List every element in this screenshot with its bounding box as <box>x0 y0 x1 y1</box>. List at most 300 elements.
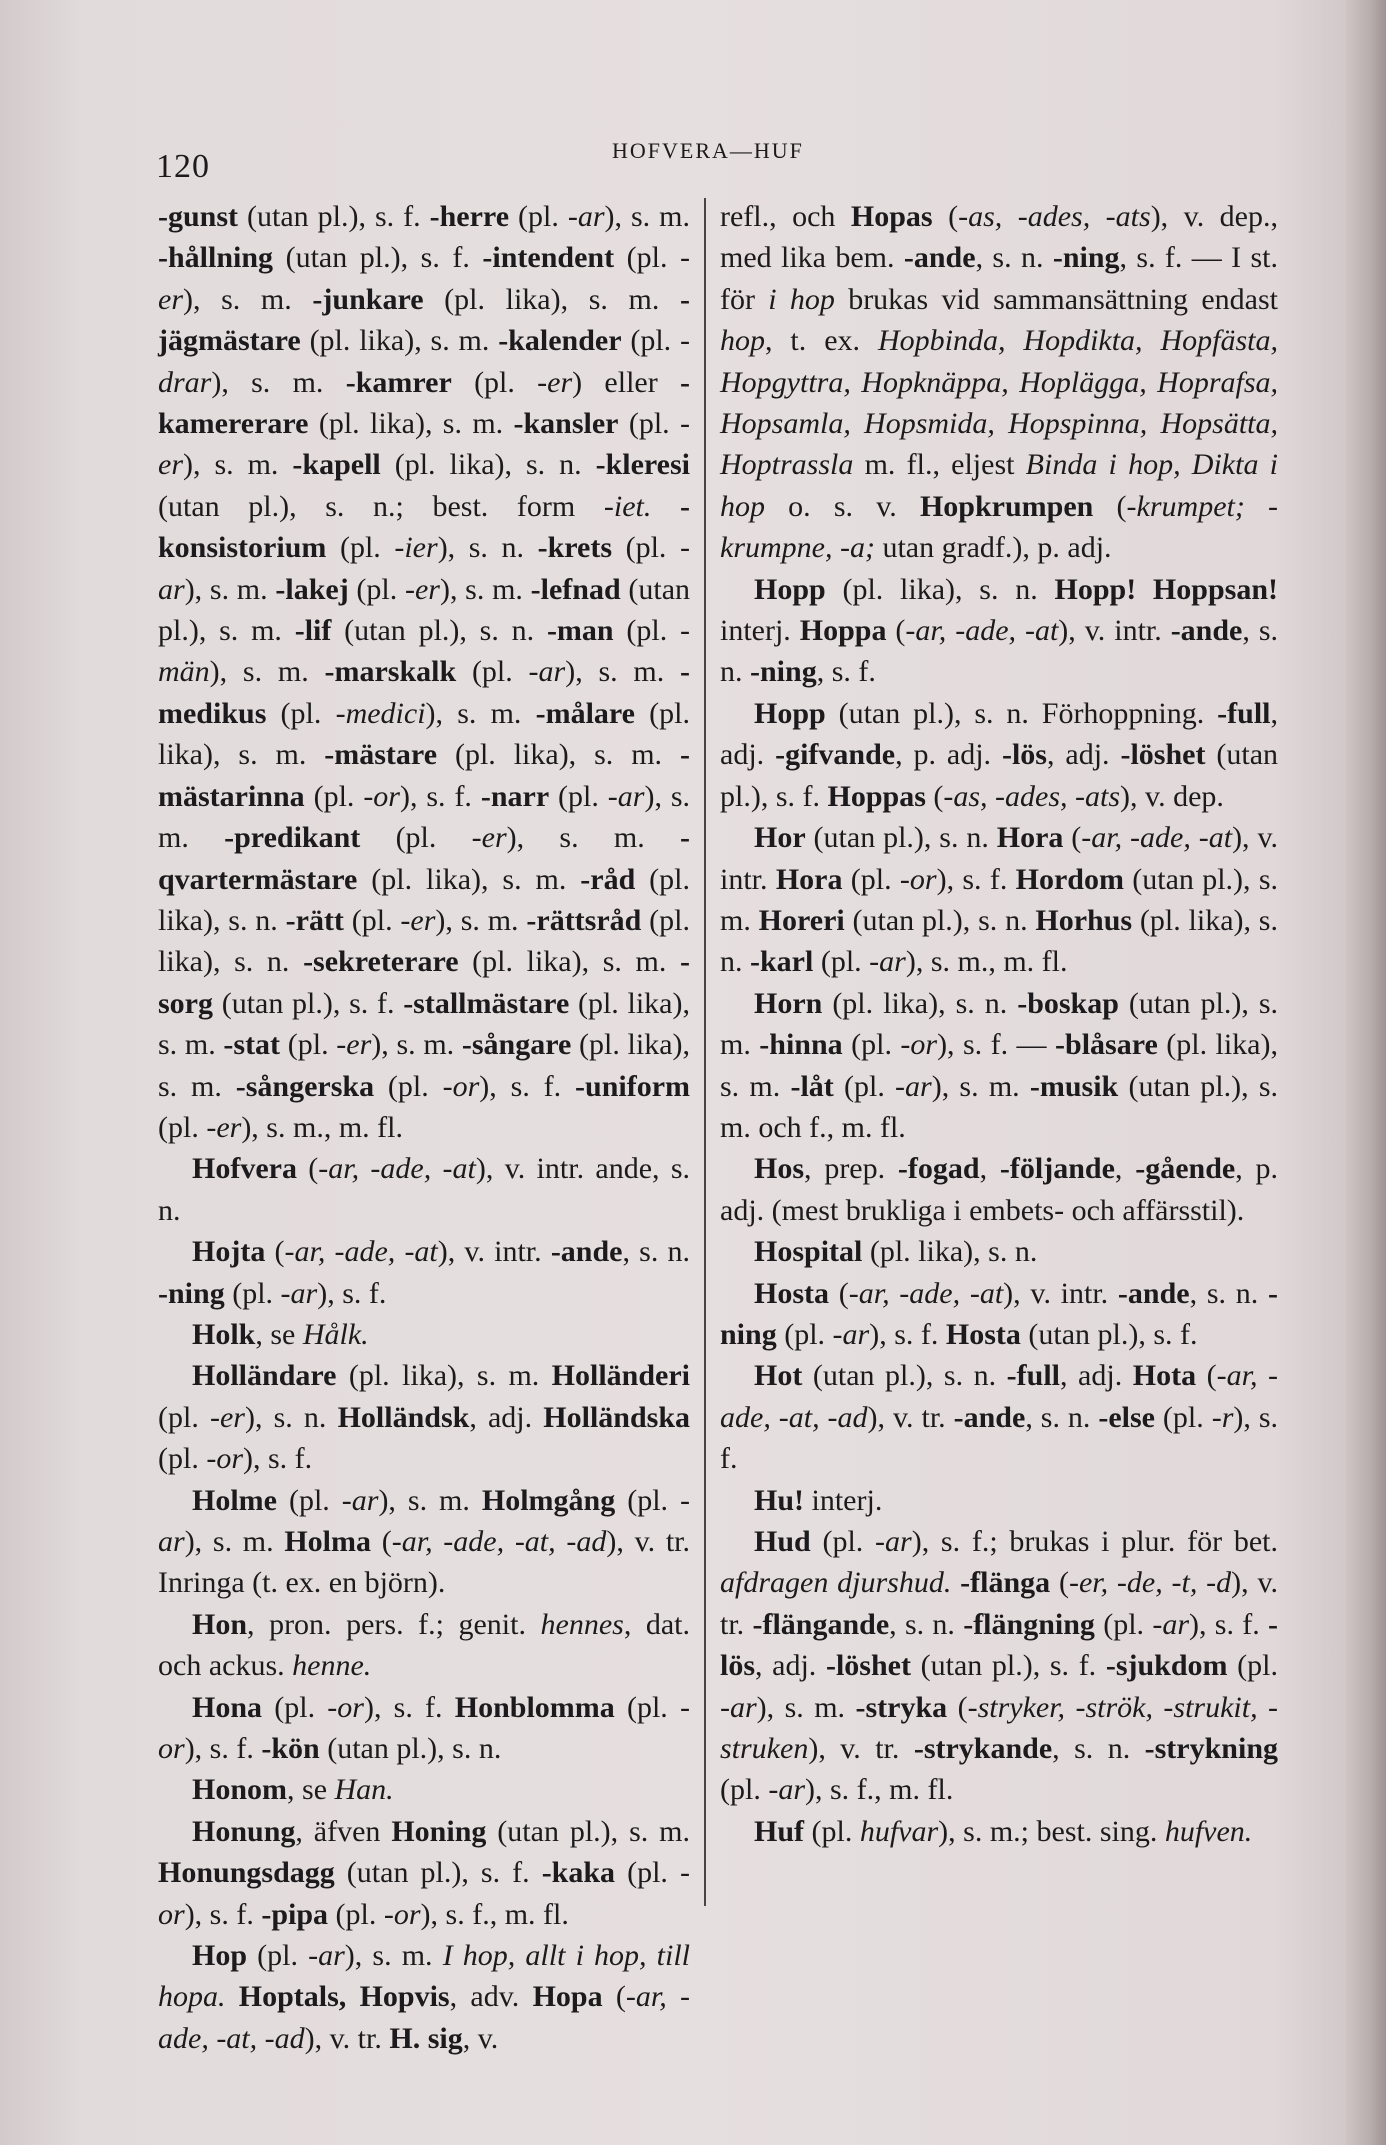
entry-text: (utan pl.), s. f. <box>1020 1317 1198 1351</box>
headword: Honblomma <box>454 1690 615 1724</box>
entry-text: (pl. lika), s. m. <box>357 862 581 896</box>
headword: -full <box>1006 1359 1061 1393</box>
entry-text: (pl. <box>456 655 529 689</box>
entry-text: (utan pl.), s. m. och f., m. fl. <box>720 1069 1279 1144</box>
entry-text: (pl. <box>813 945 870 979</box>
entry-text: (pl. <box>842 1028 901 1062</box>
entry-text: , s. n. <box>889 1607 964 1641</box>
italic-text: -ar <box>280 1276 318 1310</box>
headword: Hoppa <box>799 614 887 648</box>
headword: -marskalk <box>324 655 457 689</box>
headword: Hosta <box>754 1276 829 1310</box>
entry-text: ), v. tr. <box>720 1566 1279 1641</box>
entry-text: , <box>979 1152 1000 1186</box>
entry-text: (pl. <box>612 531 681 565</box>
entry-text: refl., och <box>720 200 851 233</box>
headword: -kansler <box>513 407 619 441</box>
entry-text: , se <box>287 1773 335 1807</box>
headword: -kleresi <box>595 448 691 482</box>
entry-text: ), s. m., m. fl. <box>241 1110 403 1144</box>
headword: Hora <box>996 821 1064 855</box>
headword: -kön <box>261 1732 320 1766</box>
entry-text: (utan pl.), s. f. <box>213 986 404 1020</box>
entry-text: , adj. <box>1060 1359 1133 1393</box>
headword: -följande <box>999 1152 1115 1186</box>
entry-text: , v. <box>462 2021 499 2055</box>
headword: Hot <box>754 1359 803 1393</box>
headword: Hopp <box>754 696 826 730</box>
italic-text: -ar <box>720 1690 757 1724</box>
italic-text: -ar, -ade, -at <box>905 614 1059 648</box>
italic-text: -er <box>404 572 440 606</box>
entry-text: ( <box>1093 489 1127 523</box>
italic-text: -er <box>537 365 573 399</box>
headword: Honom <box>192 1773 288 1807</box>
entry-text: utan gradf.), p. adj. <box>874 531 1112 565</box>
entry-text: ), v. intr. <box>1003 1276 1118 1310</box>
italic-text: -ar, -ade, -at <box>1081 821 1233 855</box>
entry-text: ), s. f. <box>720 1400 1279 1476</box>
headword: -flänga <box>960 1566 1051 1600</box>
entry-text: ), s. m. <box>209 655 325 689</box>
italic-text: -ar <box>607 779 645 813</box>
headword: Hota <box>1132 1359 1197 1393</box>
entry-text: (pl. <box>776 1317 833 1351</box>
italic-text: afdragen djurshud. <box>720 1566 952 1600</box>
entry-text: ), s. f. <box>184 1732 262 1766</box>
headword: Hopkrumpen <box>919 489 1094 523</box>
entry-text: , adj. <box>1046 738 1121 772</box>
entry-text: ), s. f. <box>184 1897 262 1931</box>
entry-text: ), v. tr. <box>304 2021 390 2055</box>
headword: -strykning <box>1144 1732 1278 1766</box>
entry-text: ), s. m. <box>604 200 690 233</box>
italic-text: -ar <box>567 200 605 233</box>
entry-text: , s. n. <box>975 241 1053 275</box>
entry-text: , se <box>255 1317 303 1351</box>
headword: -narr <box>480 779 550 813</box>
italic-text: i hop <box>768 282 835 316</box>
headword: -gunst <box>158 200 239 233</box>
entry-text: ), s. n. <box>437 531 538 565</box>
dictionary-entry <box>720 1148 1278 1231</box>
entry-text: (pl. lika), s. m. <box>158 986 690 1062</box>
headword: Horeri <box>758 903 845 937</box>
italic-text: -ar <box>768 1773 805 1807</box>
headword: -flängning <box>963 1607 1095 1641</box>
entry-text: (pl. <box>304 779 364 813</box>
entry-text: (pl. <box>613 614 681 648</box>
entry-text: ), s. m. <box>211 365 346 399</box>
entry-text: m. fl., eljest <box>853 448 1026 482</box>
dictionary-entry <box>158 1355 690 1479</box>
headword: Hud <box>754 1525 811 1558</box>
italic-text: -r <box>1211 1400 1234 1434</box>
headword: -löshet <box>825 1649 911 1683</box>
headword: -målare <box>535 696 635 730</box>
entry-text: , adj. <box>469 1400 544 1434</box>
headword: -sekreterare <box>303 945 459 979</box>
headword: -kamrer <box>345 365 452 399</box>
entry-text: ( <box>1196 1359 1217 1393</box>
entry-text: , t. ex. <box>765 324 878 358</box>
headword: -hinna <box>759 1028 843 1062</box>
italic-text: -iet. <box>603 489 652 523</box>
italic-text: -ar <box>341 1483 379 1517</box>
headword: Hofvera <box>192 1152 297 1186</box>
entry-text: (pl. <box>247 1939 309 1973</box>
entry-text: , adj. <box>720 696 1278 772</box>
italic-text: -er <box>336 1028 372 1062</box>
entry-text: ( <box>1063 821 1082 855</box>
entry-text: (pl. <box>280 1028 337 1062</box>
headword: Huf <box>754 1814 805 1848</box>
italic-text: Binda i hop, Dikta i hop <box>720 448 1278 523</box>
headword: -lös <box>1001 738 1047 772</box>
entry-text: ( <box>886 614 906 648</box>
entry-text: (pl. <box>615 1856 680 1890</box>
dictionary-entry <box>158 1314 690 1355</box>
headword: -herre <box>429 200 510 233</box>
entry-text: (utan pl.), s. n. Förhoppning. <box>825 696 1218 730</box>
entry-text: (pl. <box>266 696 336 730</box>
headword: -lakej <box>275 572 349 606</box>
entry-text: brukas vid sammansättning endast <box>834 282 1278 316</box>
column-divider <box>704 198 706 1906</box>
entry-text: (pl. <box>614 241 680 275</box>
dictionary-entry <box>158 1148 690 1231</box>
headword: -qvartermästare <box>158 821 690 896</box>
entry-text: (pl. <box>348 572 405 606</box>
entry-text: (pl. <box>1094 1607 1153 1641</box>
entry-text: ( <box>947 1690 968 1724</box>
entry-text: ), s. f. — <box>937 1028 1056 1062</box>
entry-text: (pl. lika), s. n. <box>825 572 1055 606</box>
entry-text: (pl. lika), s. m. <box>158 1028 691 1103</box>
entry-text: (pl. <box>224 1276 281 1310</box>
headword: Hop <box>192 1939 248 1973</box>
entry-text: (utan pl.), s. f. <box>238 200 430 233</box>
entry-text: ( <box>932 200 959 233</box>
headword: -intendent <box>482 241 615 275</box>
dictionary-entry <box>158 1811 690 1935</box>
headword: -flängande <box>752 1607 890 1641</box>
entry-text: (pl. <box>158 1400 210 1434</box>
italic-text: -as, -ades, -ats <box>958 200 1151 233</box>
right-column <box>720 196 1278 1852</box>
headword: -mästarinna <box>158 738 690 813</box>
headword: -löshet <box>1120 738 1206 772</box>
entry-text: ), s. n. <box>244 1400 338 1434</box>
entry-text: ), s. m. <box>378 1483 482 1517</box>
entry-text: (pl. lika), s. n. <box>720 903 1278 979</box>
headword: -sångerska <box>235 1069 375 1103</box>
headword: Honungsdagg <box>158 1856 335 1890</box>
entry-text: ), s. m. <box>756 1690 856 1724</box>
headword: H. sig <box>389 2021 463 2055</box>
entry-text: (pl. <box>833 1069 896 1103</box>
italic-text: -or <box>206 1442 243 1476</box>
entry-text: ), s. m., m. fl. <box>905 945 1068 979</box>
entry-text: (pl. lika), s. m. <box>458 945 681 979</box>
headword: Hopa <box>532 1980 603 2014</box>
headword: -ning <box>750 655 817 689</box>
entry-text: (utan pl.), s. f. <box>273 241 483 275</box>
headword: -ande <box>903 241 976 275</box>
dictionary-entry <box>158 1480 690 1604</box>
entry-text: (pl. <box>360 821 472 855</box>
entry-text: ), v. tr. <box>808 1732 914 1766</box>
entry-text: ), v. tr. Inringa (t. ex. en björn). <box>158 1525 691 1600</box>
entry-text: , adv. <box>449 1980 533 2014</box>
headword: -kaka <box>541 1856 616 1890</box>
entry-text: ), s. m. <box>184 572 276 606</box>
headword: Holländare <box>192 1359 337 1393</box>
entry-text: (pl. lika), s. m. <box>300 324 499 358</box>
dictionary-entry <box>720 1811 1278 1852</box>
entry-text: ), v. intr. <box>720 821 1278 896</box>
headword: -fogad <box>897 1152 980 1186</box>
headword: -karl <box>750 945 814 979</box>
headword: -ning <box>158 1276 225 1310</box>
headword: Holländska <box>543 1400 691 1434</box>
entry-text: , s. f. — I st. för <box>720 241 1278 316</box>
dictionary-entry <box>720 1355 1278 1479</box>
entry-text: , p. adj. (mest brukliga i embets- och affärsstil). <box>720 1152 1279 1227</box>
entry-text: ), s. f. <box>936 862 1016 896</box>
headword: -boskap <box>1017 986 1119 1020</box>
headword: -rättsråd <box>526 903 642 937</box>
italic-text: -er <box>400 903 436 937</box>
headword: -stryka <box>855 1690 948 1724</box>
entry-text: ), s. f., m. fl. <box>420 1897 569 1931</box>
italic-text: -or <box>442 1069 480 1103</box>
entry-text: ), s. m.; best. sing. <box>938 1814 1165 1848</box>
headword: -hållning <box>158 241 274 275</box>
headword: Honing <box>391 1814 487 1848</box>
entry-text: ), s. m. <box>158 779 691 855</box>
italic-text: hop <box>720 324 765 358</box>
entry-text: , s. n. <box>720 614 1278 689</box>
entry-text: (pl. lika), s. n. <box>158 862 691 937</box>
entry-text: interj. <box>720 614 800 648</box>
entry-text: interj. <box>804 1483 883 1517</box>
entry-text: , dat. och ackus. <box>158 1607 690 1683</box>
entry-text: ), s. m. <box>183 448 293 482</box>
entry-text: (pl. <box>810 1525 876 1558</box>
headword: Holländsk <box>337 1400 470 1434</box>
entry-text: ), v. dep., med lika bem. <box>720 200 1278 275</box>
entry-text: , s. n. <box>1189 1276 1268 1310</box>
italic-text: -ier <box>394 531 438 565</box>
entry-text: (pl. lika), s. n. <box>158 903 691 979</box>
headword: Holma <box>284 1525 372 1558</box>
entry-text: ), s. m. <box>183 282 313 316</box>
entry-text: (pl. <box>343 903 401 937</box>
entry-text: ), s. m. <box>435 903 527 937</box>
entry-text: (pl. lika), s. m. <box>308 407 514 441</box>
italic-text: hennes <box>540 1607 624 1641</box>
headword: Hoppas <box>827 779 926 813</box>
headword: Hosta <box>945 1317 1021 1351</box>
dictionary-entry <box>158 1769 690 1810</box>
italic-text: -er <box>206 1110 242 1144</box>
entry-text: ), s. m. <box>371 1028 462 1062</box>
italic-text: -er, -de, -t, -d <box>1068 1566 1232 1600</box>
italic-text: -ar <box>158 1483 691 1558</box>
headword: -ande <box>1170 614 1243 648</box>
italic-text: -ar <box>308 1939 345 1973</box>
entry-text: (utan pl.), s. m. <box>486 1814 691 1848</box>
headword: Holme <box>192 1483 277 1517</box>
headword: -uniform <box>575 1069 691 1103</box>
dictionary-entry <box>158 1935 690 2059</box>
italic-text: Hålk. <box>302 1317 369 1351</box>
entry-text: (pl. <box>158 1110 207 1144</box>
headword: -sorg <box>158 945 691 1020</box>
dictionary-entry <box>158 1231 690 1314</box>
entry-text: o. s. v. <box>765 489 920 523</box>
left-column <box>158 196 690 2059</box>
entry-text: ), s. m. <box>425 696 536 730</box>
headword: -musik <box>1029 1069 1119 1103</box>
headword: Hon <box>192 1607 248 1641</box>
entry-text: , s. f. <box>816 655 876 689</box>
italic-text: -as, -ades, -ats <box>943 779 1121 813</box>
entry-text: ), v. intr. <box>437 1235 551 1269</box>
headword: -medikus <box>158 655 691 730</box>
headword: Holländeri <box>551 1359 690 1393</box>
italic-text: -ar, -ade, -at <box>284 1235 438 1269</box>
headword: -predikant <box>224 821 361 855</box>
headword: -stat <box>223 1028 281 1062</box>
entry-text: , adj. <box>755 1649 826 1683</box>
headword: -mästare <box>324 738 438 772</box>
entry-text: (pl. <box>549 779 608 813</box>
entry-text: ), s. m. <box>565 655 681 689</box>
entry-text: (utan pl.), s. m. <box>158 572 691 648</box>
headword: -jägmästare <box>158 282 691 358</box>
headword: -kamererare <box>158 365 690 441</box>
headword: -ande <box>953 1400 1026 1434</box>
italic-text: -ar <box>158 531 691 606</box>
entry-text: ), v. intr. ande, s. n. <box>158 1152 690 1227</box>
headword: -blåsare <box>1055 1028 1158 1062</box>
entry-text: (pl. <box>374 1069 443 1103</box>
italic-text: -ar <box>875 1525 912 1558</box>
dictionary-entry <box>720 1480 1278 1521</box>
italic-text: -ar <box>895 1069 932 1103</box>
italic-text: -or <box>158 1690 691 1766</box>
entry-text: (pl. <box>720 1773 769 1807</box>
headword: -sjukdom <box>1105 1649 1228 1683</box>
entry-text: ), s. f., m. fl. <box>805 1773 954 1807</box>
entry-text: ( <box>371 1525 392 1558</box>
entry-text: (pl. lika), s. n. <box>862 1235 1038 1269</box>
entry-text: ), s. m. <box>506 821 680 855</box>
entry-text: , prep. <box>804 1152 898 1186</box>
entry-text: (pl. <box>1154 1400 1212 1434</box>
headword: -lös <box>720 1607 1279 1683</box>
entry-text: ( <box>602 1980 626 2014</box>
headword: Hona <box>192 1690 263 1724</box>
entry-text: , s. n. <box>622 1235 690 1269</box>
headword: Hopp! Hoppsan! <box>1054 572 1278 606</box>
entry-text: (pl. <box>451 365 538 399</box>
page-number: 120 <box>156 148 210 185</box>
italic-text: -ar <box>1152 1607 1189 1641</box>
italic-text: -er <box>158 241 690 316</box>
headword: -lif <box>294 614 332 648</box>
entry-text: , s. n. <box>1025 1400 1099 1434</box>
italic-text: -ar <box>832 1317 870 1351</box>
entry-text: ), s. f.; brukas i plur. för bet. <box>911 1525 1278 1558</box>
entry-text: , <box>1114 1152 1136 1186</box>
italic-text: hufven. <box>1164 1814 1253 1848</box>
headword: Horhus <box>1035 903 1133 937</box>
headword: Hordom <box>1015 862 1124 896</box>
entry-text: , s. n. <box>1052 1732 1145 1766</box>
headword: -gående <box>1135 1152 1236 1186</box>
dictionary-entry <box>720 1273 1278 1356</box>
dictionary-entry <box>720 196 1278 569</box>
entry-text: ), s. f. <box>399 779 481 813</box>
dictionary-entry <box>158 1687 690 1770</box>
entry-text: ( <box>296 1152 319 1186</box>
headword: Holmgång <box>481 1483 616 1517</box>
entry-text: ), s. f. <box>479 1069 576 1103</box>
italic-text: -er <box>209 1400 245 1434</box>
entry-text: (utan pl.), s. n. <box>319 1732 502 1766</box>
entry-text: (pl. <box>158 1442 207 1476</box>
entry-text: (utan pl.), s. f. <box>334 1856 542 1890</box>
italic-text: -er <box>158 407 691 482</box>
headword: -full <box>1217 696 1271 730</box>
entry-text: , p. adj. <box>895 738 1002 772</box>
italic-text: -drar <box>158 324 690 399</box>
italic-text: -or <box>900 1028 938 1062</box>
italic-text: -ar, -ade, -at, -ad <box>391 1525 607 1558</box>
italic-text: -or <box>158 1856 690 1931</box>
dictionary-entry <box>720 983 1278 1149</box>
headword: -ande <box>550 1235 623 1269</box>
dictionary-entry <box>720 1521 1278 1811</box>
dictionary-entry <box>720 817 1278 983</box>
entry-text: (pl. <box>276 1483 342 1517</box>
italic-text: hufvar <box>859 1814 939 1848</box>
entry-text: (pl. <box>262 1690 328 1724</box>
headword: -konsistorium <box>158 489 691 565</box>
entry-text: (pl. <box>326 531 395 565</box>
entry-text <box>651 490 680 523</box>
headword: -lefnad <box>530 572 621 606</box>
entry-text: (pl. lika), s. m. <box>336 1359 552 1393</box>
entry-text: ), s. f. <box>869 1317 946 1351</box>
entry-text: (pl. lika), s. m. <box>720 1028 1278 1103</box>
entry-text: (utan pl.), s. m. <box>720 986 1278 1062</box>
headword: Hopp <box>754 572 826 606</box>
entry-text: (pl. <box>328 1897 384 1931</box>
italic-text: -ar, -ade, -at <box>848 1276 1004 1310</box>
entry-text: (pl. <box>1227 1649 1279 1683</box>
entry-text: ), s. m. <box>439 572 531 606</box>
entry-text: ( <box>925 779 944 813</box>
headword: -kapell <box>292 448 381 482</box>
entry-text: (utan pl.), s. n.; best. form <box>158 489 604 523</box>
italic-text: -ar, -ade, -at, -ad <box>158 1980 690 2055</box>
headword: Hu! <box>754 1483 805 1517</box>
dictionary-entry <box>720 1231 1278 1272</box>
